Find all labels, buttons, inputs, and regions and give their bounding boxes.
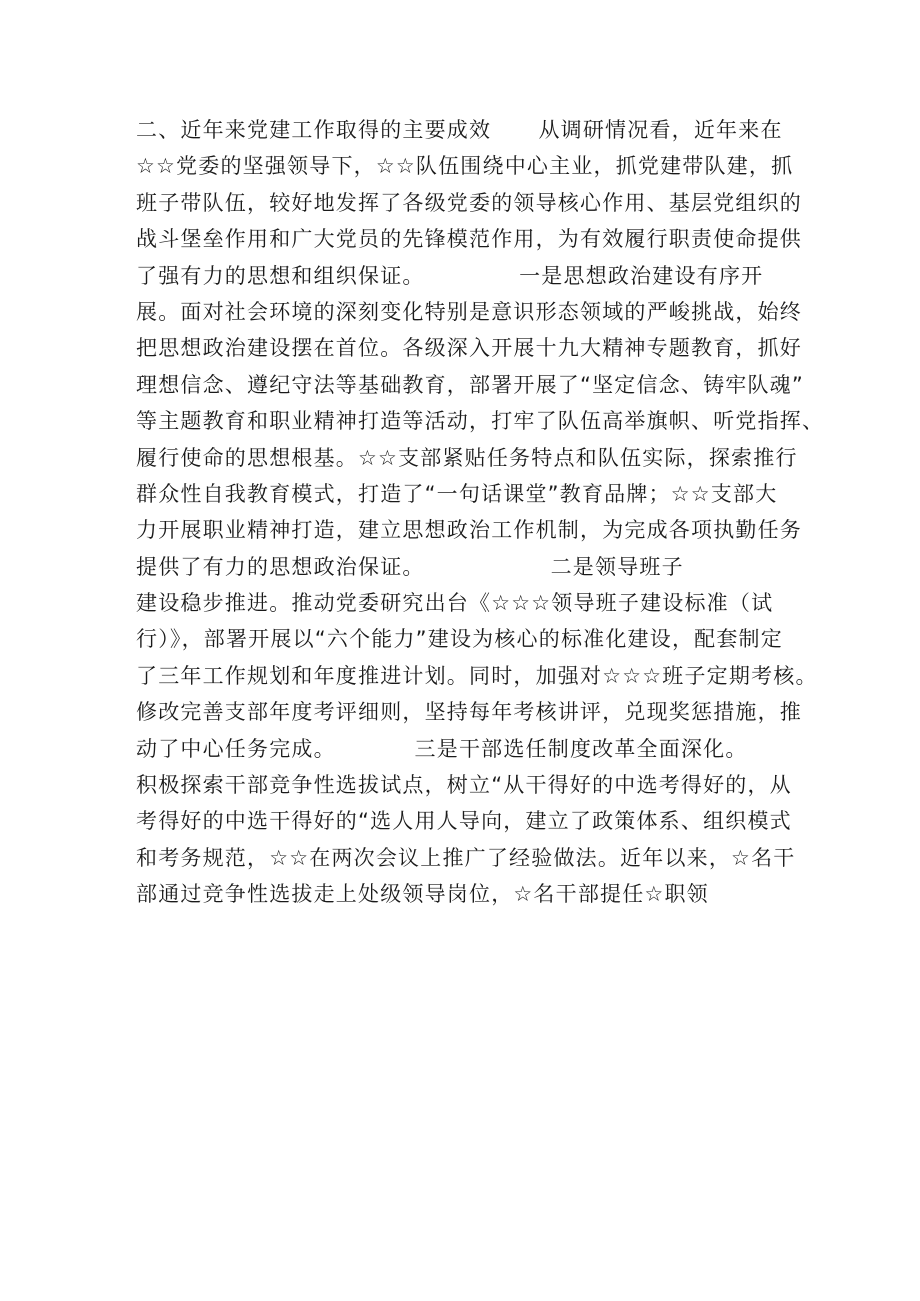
text-line: 等主题教育和职业精神打造等活动，打牢了队伍高举旗帜、听党指挥、: [136, 409, 825, 434]
body-text: [136, 112, 825, 913]
text-line: 行）》，部署开展以“六个能力”建设为核心的标准化建设，配套制定: [136, 627, 783, 652]
text-line: 展。面对社会环境的深刻变化特别是意识形态领域的严峻挑战，始终: [136, 299, 802, 324]
text-line: 理想信念、遵纪守法等基础教育，部署开展了“坚定信念、铸牢队魂”: [136, 372, 804, 397]
text-line: 履行使命的思想根基。☆☆支部紧贴任务特点和队伍实际，探索推行: [136, 445, 798, 470]
text-line: 群众性自我教育模式，打造了“一句话课堂”教育品牌；☆☆支部大: [136, 481, 778, 506]
text-line: 战斗堡垒作用和广大党员的先锋模范作用，为有效履行职责使命提供: [136, 227, 802, 252]
text-line: 积极探索干部竞争性选拔试点，树立“从干得好的中选考得好的，从: [136, 773, 792, 798]
text-line: 动了中心任务完成。 三是干部选任制度改革全面深化。: [136, 736, 748, 761]
text-line: 班子带队伍，较好地发挥了各级党委的领导核心作用、基层党组织的: [136, 190, 802, 215]
text-line: 力开展职业精神打造，建立思想政治工作机制，为完成各项执勤任务: [136, 518, 802, 543]
text-line: ☆☆党委的坚强领导下，☆☆队伍围绕中心主业，抓党建带队建，抓: [136, 154, 794, 179]
text-line: 了强有力的思想和组织保证。 一是思想政治建设有序开: [136, 263, 764, 288]
text-line: 二、近年来党建工作取得的主要成效 从调研情况看，近年来在: [136, 118, 783, 142]
text-line: 了三年工作规划和年度推进计划。同时，加强对☆☆☆班子定期考核。: [136, 663, 818, 688]
text-line: 提供了有力的思想政治保证。 二是领导班子: [136, 554, 684, 579]
text-line: 建设稳步推进。推动党委研究出台《☆☆☆领导班子建设标准（试: [136, 591, 774, 616]
text-line: 考得好的中选干得好的“选人用人导向，建立了政策体系、组织模式: [136, 809, 792, 834]
text-line: 把思想政治建设摆在首位。各级深入开展十九大精神专题教育，抓好: [136, 336, 802, 361]
text-line: 和考务规范，☆☆在两次会议上推广了经验做法。近年以来，☆名干: [136, 845, 796, 870]
text-line: 修改完善支部年度考评细则，坚持每年考核讲评，兑现奖惩措施，推: [136, 700, 802, 725]
text-line: 部通过竞争性选拔走上处级领导岗位，☆名干部提任☆职领: [136, 882, 709, 907]
